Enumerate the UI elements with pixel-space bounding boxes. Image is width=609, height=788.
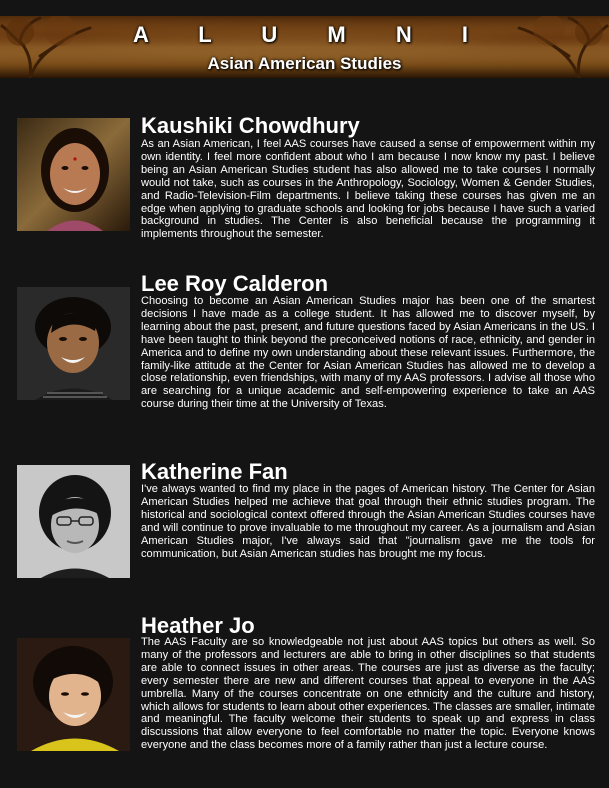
alumni-name: Katherine Fan: [141, 459, 288, 484]
page-title: A L U M N I: [133, 22, 490, 47]
alumni-name: Heather Jo: [141, 613, 255, 638]
alumni-bio: Choosing to become an Asian American Studies major has been one of the smartest decisions I have made as a college student. It has allowed me to discover myself, by learning about the past, present, and future questions faced by Asian Americans in the US. I have been taught to think beyond the preconceived notions of race, ethnicity, and gender in America and to define my own understanding about these relevant issues. Furthermore, the family-like attitude at the Center for Asian American Studies has allowed me to develop a close relationship, even friendships, with many of my AAS professors. I advise all those who are searching for a unique academic and self-empowering experience to take an AAS course during their time at the University of Texas.: [141, 295, 595, 411]
alumni-photo: [17, 638, 130, 751]
alumni-bio: I've always wanted to find my place in the pages of American history. The Center for Asian American Studies helped me achieve that goal through their ethnic studies program. The historical and sociological context offered through the Asian American Studies courses have and will continue to prove invaluable to me throughout my career. As a journalism and Asian American Studies major, I've always said that "journalism gave me the tools for communication, but Asian American studies has brought me my focus.: [141, 483, 595, 560]
alumni-name: Lee Roy Calderon: [141, 271, 329, 296]
header-banner: [0, 16, 609, 78]
alumni-photo: [17, 287, 130, 400]
alumni-photo: [17, 118, 130, 231]
page-subtitle: Asian American Studies: [207, 54, 402, 73]
alumni-bio: As an Asian American, I feel AAS courses have caused a sense of empowerment within my own identity. I feel more confident about who I am because I now know my past. I believe being an Asian American Studies student has also allowed me to take courses I normally would not take, such as courses in the Anthropology, Sociology, Women & Gender Studies, and Radio-Television-Film departments. I believe taking these courses has given me an edge when applying to graduate schools and looking for jobs because I have such a varied background in studies. The Center is also beneficial because the programming it implements throughout the semester.: [141, 138, 595, 241]
alumni-name: Kaushiki Chowdhury: [141, 113, 360, 138]
alumni-bio: The AAS Faculty are so knowledgeable not just about AAS topics but others as well. So many of the professors and lecturers are able to bring in other disciplines so that students are able to connect issues in other areas. The courses are just as diverse as the faculty; every semester there are new and different courses that appeal to everyone in the AAS umbrella. Many of the courses concentrate on one ethnicity and the culture and history, which allows for students to learn about other experiences. The classes are smaller, intimate and meaningful. The faculty welcome their students to speak up and express in class discussions that allow everyone to feel comfortable no matter the topic. Everyone knows everyone and the class becomes more of a family rather than just a lecture course.: [141, 636, 595, 752]
alumni-photo: [17, 465, 130, 578]
